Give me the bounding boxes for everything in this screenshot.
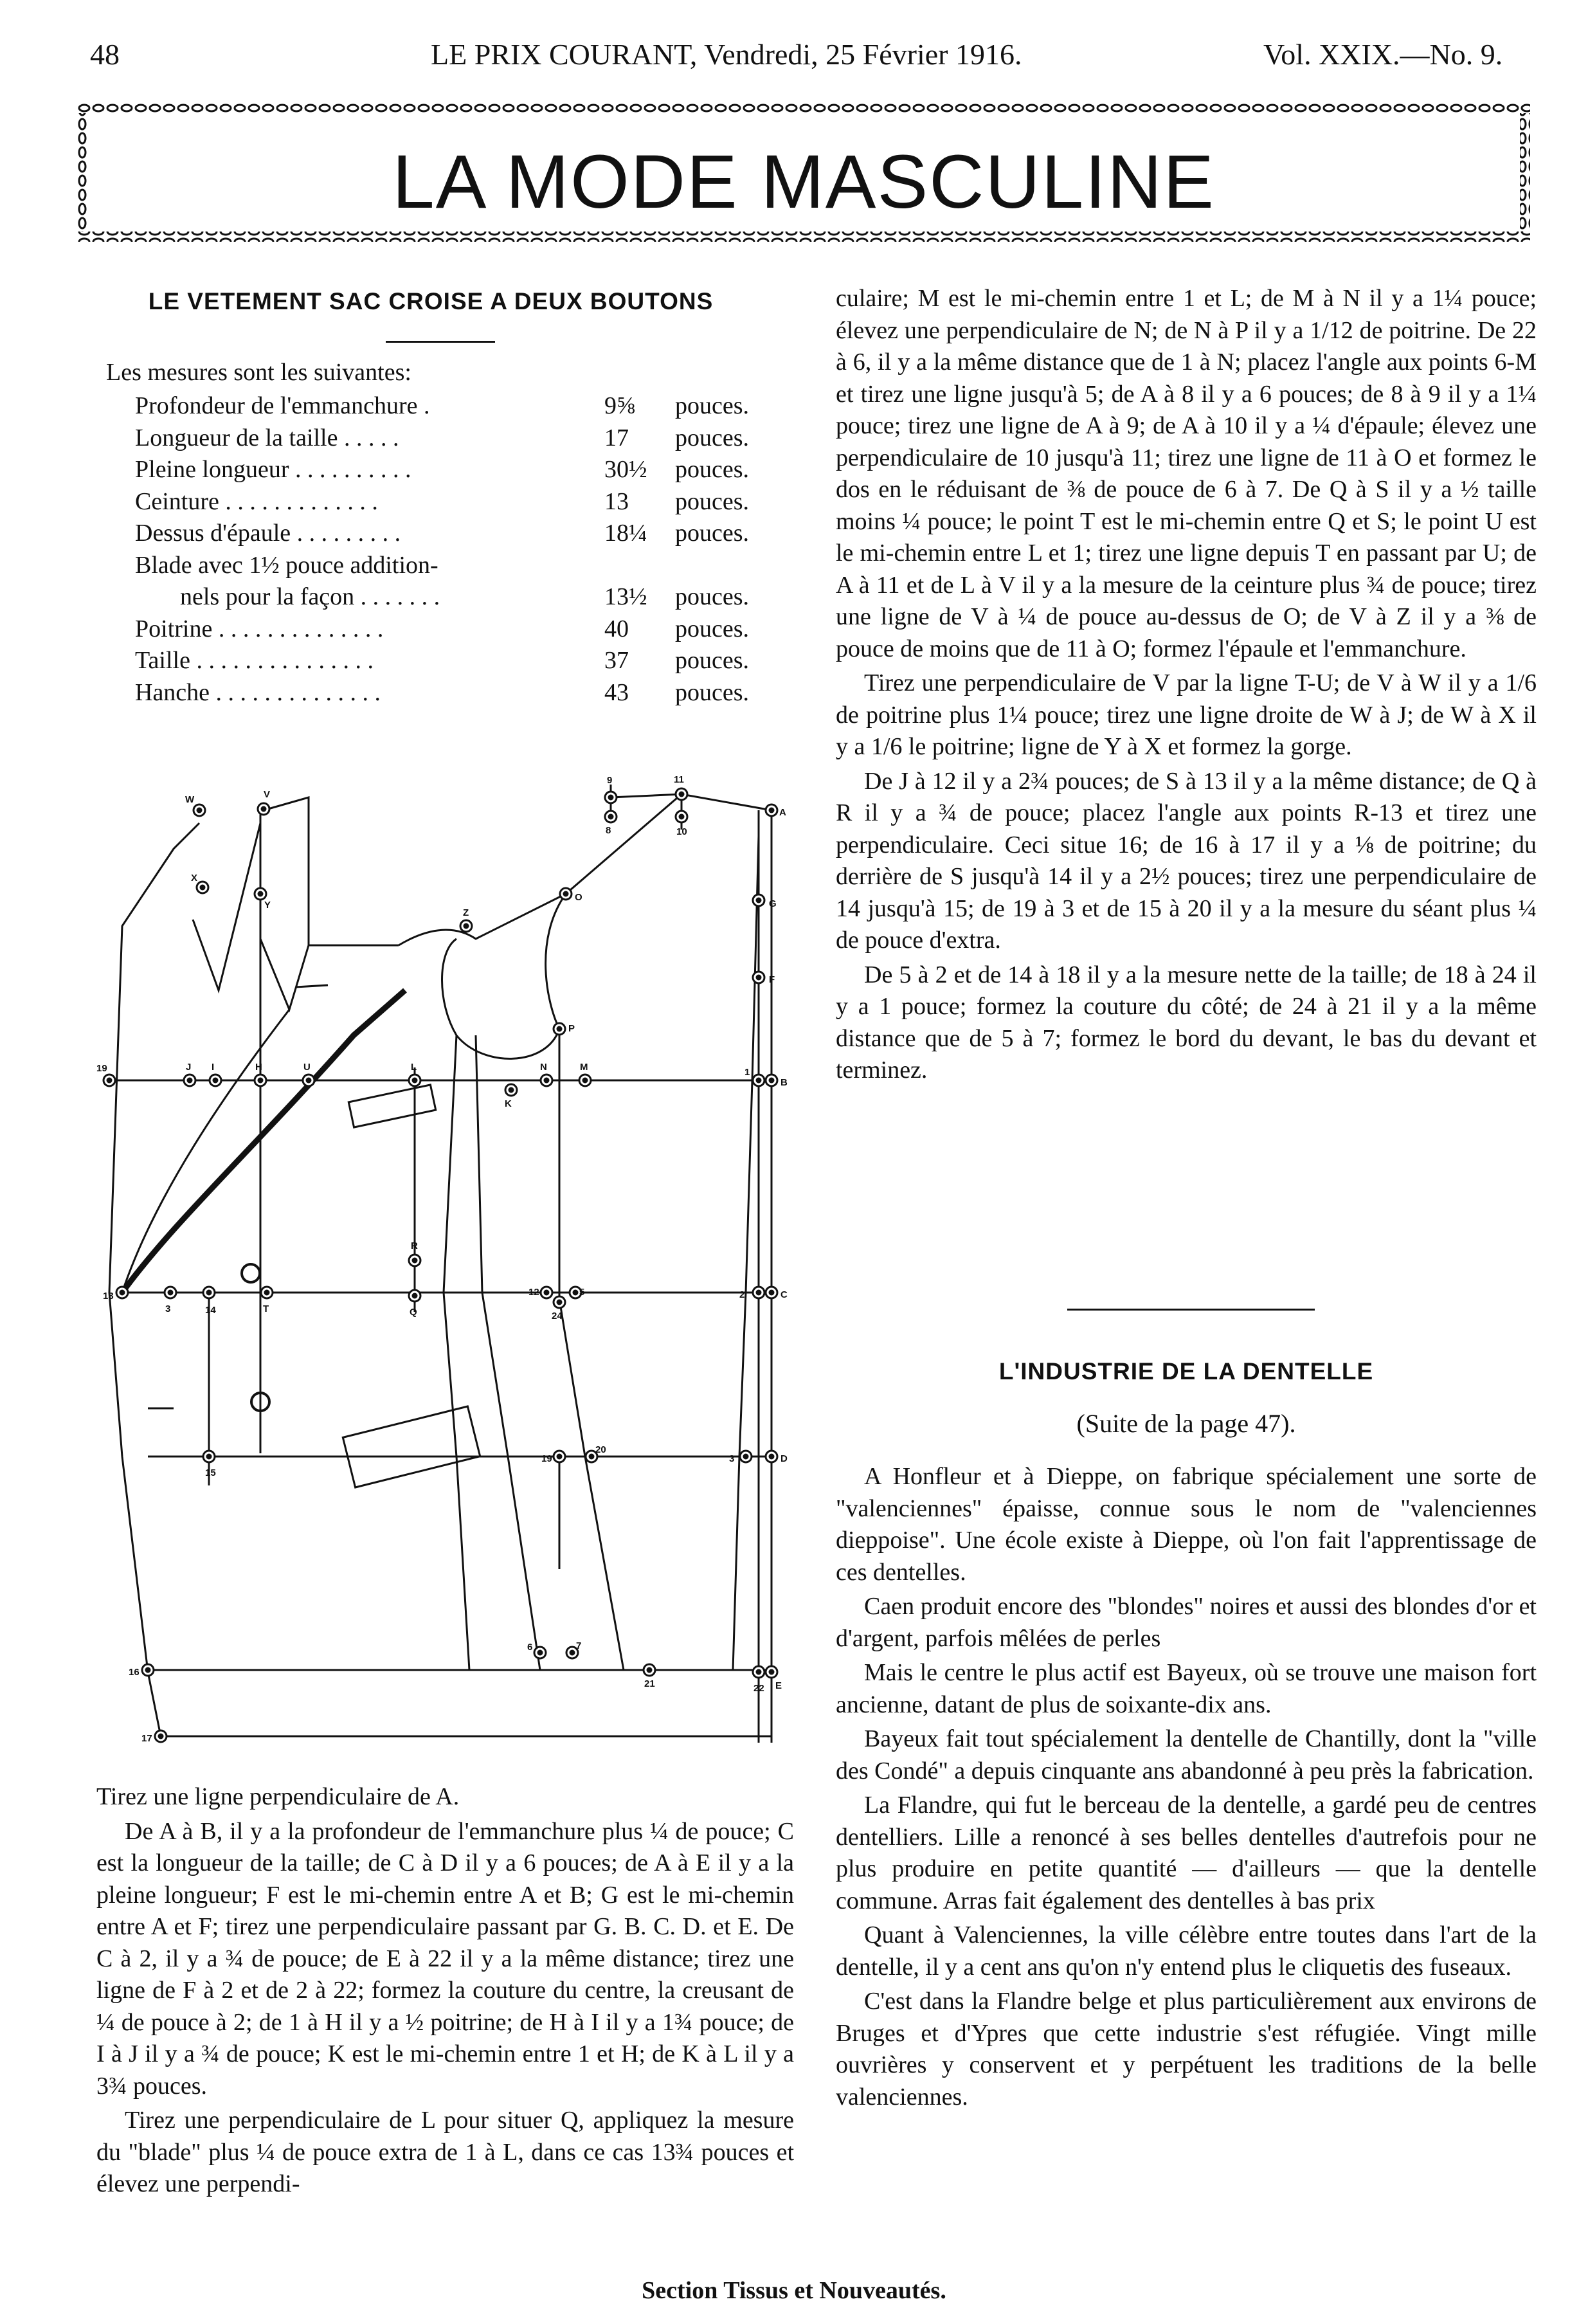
paragraph: A Honfleur et à Dieppe, on fabrique spécialement une sorte de "valenciennes" épaisse, connue sous le nom de "valenciennes dieppoise". Une école existe à Dieppe, où l'on fait l'apprentissage de ces dentelles. bbox=[836, 1463, 1537, 1586]
diagram-point-center bbox=[545, 1291, 548, 1294]
diagram-point-label: Z bbox=[463, 907, 469, 918]
measurements-intro: Les mesures sont les suivantes: bbox=[106, 359, 411, 386]
diagram-point-label: 11 bbox=[674, 774, 684, 785]
article-divider bbox=[1067, 1309, 1315, 1311]
article1-col1 bbox=[96, 1781, 794, 2203]
paragraph: Tirez une ligne perpendiculaire de A. bbox=[96, 1783, 460, 1810]
measurement-unit: pouces. bbox=[675, 424, 750, 451]
diagram-point-center bbox=[413, 1258, 417, 1262]
diagram-point-label: P bbox=[568, 1023, 575, 1034]
measurement-label: Profondeur de l'emmanchure . bbox=[135, 392, 430, 419]
paragraph: Caen produit encore des "blondes" noires et aussi des blondes d'or et d'argent, parfois mêlées de perles bbox=[836, 1593, 1537, 1652]
diagram-point-center bbox=[262, 807, 266, 811]
diagram-point-label: F bbox=[769, 974, 775, 985]
diagram-point-label: V bbox=[264, 789, 271, 800]
measurement-row bbox=[135, 422, 749, 455]
measurement-row bbox=[135, 486, 749, 518]
measurement-value: 9⅝ bbox=[604, 392, 635, 419]
diagram-point-label: 15 bbox=[205, 1467, 216, 1478]
measurement-row bbox=[135, 581, 749, 613]
diagram-point-label: 19 bbox=[96, 1063, 107, 1074]
diagram-point-center bbox=[757, 898, 761, 902]
diagram-point-center bbox=[770, 1455, 773, 1458]
measurement-label: Blade avec 1½ pouce addition- bbox=[135, 551, 438, 579]
diagram-point-label: 21 bbox=[644, 1678, 655, 1689]
paragraph: culaire; M est le mi-chemin entre 1 et L; de M à N il y a 1¼ pouce; élevez une perpendiculaire de N; de N à P il y a 1/12 de poitrine. De 22 à 6, il y a la même distance que de 1 à N; placez l'angle aux points 6-M et tirez une ligne jusqu'à 5; de A à 8 il y a 6 pouces; de 8 à 9 il y a 1¼ pouce; tirez une ligne de A à 9; de A à 10 il y a ¼ d'épaule; élevez une perpendiculaire de 10 jusqu'à 11; tirez une ligne de 11 à O et formez le dos en le réduisant de ⅜ de pouce de 6 à 7. De Q à S il y a ½ taille moins ¼ pouce; le point T est le mi-chemin entre Q et S; le point U est le mi-chemin entre L et 1; tirez une ligne depuis T en passant par U; de A à 11 et de L à V il y a la mesure de la ceinture plus ¾ de pouce; tirez une ligne de V à ¼ de pouce au-dessus de O; de V à Z il y a ⅜ de pouce de moins que de 11 à O; formez l'épaule et l'emmanchure. bbox=[836, 285, 1537, 662]
diagram-point-center bbox=[120, 1291, 124, 1294]
diagram-point-center bbox=[583, 1078, 587, 1082]
diagram-point-center bbox=[413, 1294, 417, 1298]
diagram-point-center bbox=[680, 792, 683, 796]
measurement-value: 37 bbox=[604, 647, 629, 674]
measurement-label: Ceinture . . . . . . . . . . . . . bbox=[135, 487, 378, 515]
diagram-point-label: 8 bbox=[606, 825, 611, 836]
diagram-point-center bbox=[207, 1455, 211, 1458]
diagram-point-label: 19 bbox=[541, 1453, 552, 1464]
measurement-label: nels pour la façon . . . . . . . bbox=[180, 583, 440, 610]
diagram-point-label: X bbox=[191, 873, 198, 884]
diagram-point-label: L bbox=[411, 1062, 417, 1073]
diagram-point-center bbox=[464, 924, 468, 928]
article-title: LE VETEMENT SAC CROISE A DEUX BOUTONS bbox=[148, 288, 714, 314]
diagram-point-label: J bbox=[186, 1062, 192, 1073]
diagram-point-center bbox=[197, 808, 201, 812]
diagram-point-center bbox=[609, 795, 613, 799]
paragraph: La Flandre, qui fut le berceau de la dentelle, a gardé peu de centres dentelliers. Lille a renoncé à ses belles dentelles d'autrefois pour ne plus produire en petite quantité — d'ailleurs — que la dentelle commune. Arras fait également des dentelles à bas prix bbox=[836, 1792, 1537, 1914]
paragraph: De A à B, il y a la profondeur de l'emmanchure plus ¼ de pouce; C est la longueur de la taille; de C à D il y a 6 pouces; de A à E il y a la pleine longueur; F est le mi-chemin entre A et B; G est le mi-chemin entre A et F; tirez une perpendiculaire passant par G. B. C. D. et E. De C à 2, il y a ¾ de pouce; de E à 22 il y a la même distance; tirez une ligne de F à 2 et de 2 à 22; formez la couture du centre, la creusant de ¼ de pouce à 2; de 1 à H il y a ½ poitrine; de H à I il y a 1¾ pouce; de I à J il y a ¾ de pouce; K est le mi-chemin entre 1 et H; de K à L il y a 3¾ pouces. bbox=[96, 1817, 794, 2100]
diagram-point-label: 3 bbox=[729, 1453, 735, 1464]
diagram-point-center bbox=[213, 1078, 217, 1082]
measurements-table bbox=[135, 390, 749, 709]
diagram-point-label: E bbox=[775, 1680, 782, 1691]
measurement-value: 17 bbox=[604, 424, 629, 451]
diagram-point-center bbox=[557, 1027, 561, 1031]
measurement-row bbox=[135, 613, 749, 646]
measurement-value: 30½ bbox=[604, 456, 647, 483]
diagram-point-center bbox=[159, 1734, 163, 1738]
diagram-point-center bbox=[757, 976, 761, 979]
measurement-row bbox=[135, 454, 749, 486]
measurement-unit: pouces. bbox=[675, 456, 750, 483]
diagram-point-label: 3 bbox=[165, 1303, 171, 1314]
diagram-point-label: C bbox=[780, 1289, 788, 1300]
measurement-label: Dessus d'épaule . . . . . . . . . bbox=[135, 520, 401, 547]
paragraph: C'est dans la Flandre belge et plus particulièrement aux environs de Bruges et d'Ypres que cette industrie s'est réfugiée. Vingt mille ouvrières y conservent et y perpétuent les traditions de la belle valenciennes. bbox=[836, 1988, 1537, 2111]
diagram-point-label: I bbox=[212, 1062, 215, 1073]
diagram-point-center bbox=[757, 1078, 761, 1082]
diagram-point-label: R bbox=[411, 1240, 418, 1251]
diagram-point-label: W bbox=[185, 794, 195, 805]
measurement-unit: pouces. bbox=[675, 678, 750, 706]
measurement-value: 13½ bbox=[604, 583, 647, 610]
measurement-unit: pouces. bbox=[675, 647, 750, 674]
measurement-value: 18¼ bbox=[604, 520, 647, 547]
volume-number: Vol. XXIX.—No. 9. bbox=[1263, 38, 1503, 71]
diagram-point-label: 24 bbox=[552, 1311, 563, 1321]
diagram-point-center bbox=[770, 1670, 773, 1674]
diagram-point-label: H bbox=[255, 1062, 262, 1073]
diagram-point-label: 6 bbox=[527, 1642, 533, 1653]
diagram-point-center bbox=[265, 1291, 269, 1294]
measurement-value bbox=[604, 550, 675, 582]
diagram-point-center bbox=[744, 1455, 748, 1458]
section-footer: Section Tissus et Nouveautés. bbox=[642, 2277, 946, 2304]
diagram-point-label: 16 bbox=[129, 1667, 140, 1678]
diagram-point-label: 12 bbox=[528, 1287, 539, 1298]
article2-subtitle: (Suite de la page 47). bbox=[1076, 1409, 1296, 1438]
diagram-point-center bbox=[538, 1651, 542, 1655]
banner-title: LA MODE MASCULINE bbox=[392, 140, 1215, 224]
measurement-label: Poitrine . . . . . . . . . . . . . . bbox=[135, 615, 384, 642]
diagram-point-center bbox=[545, 1078, 548, 1082]
diagram-point-label: Q bbox=[410, 1307, 417, 1318]
diagram-point-center bbox=[609, 815, 613, 819]
measurement-unit: pouces. bbox=[675, 615, 750, 642]
measurement-unit: pouces. bbox=[675, 520, 750, 547]
diagram-point-label: 5 bbox=[579, 1287, 585, 1298]
diagram-point-label: N bbox=[540, 1062, 547, 1073]
paragraph: Tirez une perpendiculaire de L pour situer Q, appliquez la mesure du "blade" plus ¼ de pouce extra de 1 à L, dans ce cas 13¾ pouces et élevez une perpendi- bbox=[96, 2107, 794, 2197]
page-number: 48 bbox=[90, 38, 120, 71]
diagram-point-center bbox=[258, 1078, 262, 1082]
diagram-point-label: G bbox=[769, 898, 777, 909]
diagram-point-center bbox=[757, 1670, 761, 1674]
measurement-label: Pleine longueur . . . . . . . . . . bbox=[135, 456, 411, 483]
diagram-point-label: 13 bbox=[103, 1291, 114, 1302]
measurement-unit bbox=[675, 550, 749, 582]
diagram-point-label: B bbox=[780, 1077, 788, 1088]
diagram-point-label: M bbox=[580, 1062, 588, 1073]
measurement-row bbox=[135, 390, 749, 422]
diagram-point-center bbox=[557, 1455, 561, 1458]
diagram-point-center bbox=[307, 1078, 311, 1082]
article2-title: L'INDUSTRIE DE LA DENTELLE bbox=[998, 1358, 1374, 1384]
diagram-point-center bbox=[770, 1078, 773, 1082]
measurement-value: 13 bbox=[604, 487, 629, 515]
diagram-point-label: D bbox=[780, 1453, 788, 1464]
diagram-point-center bbox=[590, 1455, 593, 1458]
paragraph: Quant à Valenciennes, la ville célèbre entre toutes dans l'art de la dentelle, il y a cent ans qu'on n'y entend plus le cliquetis des fuseaux. bbox=[836, 1921, 1537, 1981]
diagram-point-label: T bbox=[263, 1303, 269, 1314]
publication-title: LE PRIX COURANT, Vendredi, 25 Février 1916. bbox=[431, 38, 1022, 71]
measurement-unit: pouces. bbox=[675, 583, 750, 610]
measurement-label: Hanche . . . . . . . . . . . . . . bbox=[135, 678, 381, 706]
diagram-point-label: U bbox=[303, 1062, 311, 1073]
diagram-point-center bbox=[564, 892, 568, 896]
measurement-label: Taille . . . . . . . . . . . . . . . bbox=[135, 647, 374, 674]
diagram-point-center bbox=[146, 1668, 150, 1672]
diagram-point-center bbox=[413, 1078, 417, 1082]
diagram-point-center bbox=[757, 1291, 761, 1294]
paragraph: De J à 12 il y a 2¾ pouces; de S à 13 il y a la même distance; de Q à R il y a ¾ de pouce; placez l'angle aux points R-13 et tirez une perpendiculaire. Ceci situe 16; de 16 à 17 il y a ⅛ de poitrine; du derrière de S jusqu'à 14 il y a 2½ pouces; tirez une perpendiculaire de 14 jusqu'à 15; de 19 à 3 et de 15 à 20 il y a la mesure du séant plus ¼ de pouce d'extra. bbox=[836, 767, 1537, 954]
diagram-point-center bbox=[770, 1291, 773, 1294]
measurement-unit: pouces. bbox=[675, 487, 750, 515]
title-rule bbox=[386, 341, 495, 343]
diagram-point-label: 20 bbox=[595, 1444, 606, 1455]
diagram-point-center bbox=[509, 1088, 513, 1092]
measurement-unit: pouces. bbox=[675, 392, 750, 419]
measurement-row bbox=[135, 518, 749, 550]
paragraph: Tirez une perpendiculaire de V par la ligne T-U; de V à W il y a 1/6 de poitrine plus 1¼ pouce; tirez une ligne droite de W à J; de W à X il y a 1/6 le poitrine; ligne de Y à X et formez la gorge. bbox=[836, 669, 1537, 760]
diagram-point-label: 22 bbox=[753, 1683, 764, 1694]
paragraph: Mais le centre le plus actif est Bayeux, où se trouve une maison fort ancienne, datant de plus de soixante-dix ans. bbox=[836, 1659, 1537, 1718]
diagram-point-label: K bbox=[505, 1098, 512, 1109]
diagram-point-label: 1 bbox=[744, 1067, 750, 1078]
article1-col2 bbox=[836, 283, 1537, 1089]
diagram-point-label: 14 bbox=[205, 1305, 216, 1316]
diagram-point-center bbox=[168, 1291, 172, 1294]
diagram-point-label: 9 bbox=[607, 775, 613, 786]
diagram-point-center bbox=[680, 815, 683, 819]
diagram-point-label: A bbox=[779, 807, 786, 818]
diagram-point-label: 17 bbox=[141, 1733, 152, 1744]
measurement-label: Longueur de la taille . . . . . bbox=[135, 424, 399, 451]
paragraph: De 5 à 2 et de 14 à 18 il y a la mesure nette de la taille; de 18 à 24 il y a 1 pouce; formez la couture du côté; de 24 à 21 il y a la même distance que de 5 à 7; formez le bord du devant, le bas du devant et terminez. bbox=[836, 961, 1537, 1084]
diagram-point-center bbox=[107, 1078, 111, 1082]
diagram-point-center bbox=[188, 1078, 192, 1082]
measurement-value: 40 bbox=[604, 615, 629, 642]
pattern-diagram bbox=[96, 733, 804, 1762]
diagram-point-center bbox=[770, 808, 773, 812]
diagram-point-center bbox=[570, 1651, 574, 1655]
diagram-point-label: Y bbox=[264, 900, 271, 911]
article2-body bbox=[836, 1461, 1537, 2116]
diagram-point-center bbox=[207, 1291, 211, 1294]
measurements-block bbox=[106, 357, 762, 709]
measurement-row bbox=[135, 550, 749, 582]
paragraph: Bayeux fait tout spécialement la dentelle de Chantilly, dont la "ville des Condé" a depuis cinquante ans abandonné à peu près la fabrication. bbox=[836, 1725, 1537, 1784]
running-head bbox=[84, 37, 1524, 82]
section-banner bbox=[77, 103, 1530, 244]
diagram-point-center bbox=[573, 1291, 577, 1294]
diagram-point-label: 10 bbox=[676, 826, 687, 837]
diagram-point-label: O bbox=[575, 892, 582, 903]
measurement-row bbox=[135, 677, 749, 709]
diagram-point-center bbox=[647, 1668, 651, 1672]
diagram-point-center bbox=[201, 885, 204, 889]
diagram-point-center bbox=[557, 1300, 561, 1304]
measurement-value: 43 bbox=[604, 678, 629, 706]
diagram-point-center bbox=[258, 892, 262, 896]
diagram-point-label: 7 bbox=[576, 1640, 582, 1651]
diagram-point-label: 2 bbox=[739, 1289, 745, 1300]
measurement-row bbox=[135, 645, 749, 677]
